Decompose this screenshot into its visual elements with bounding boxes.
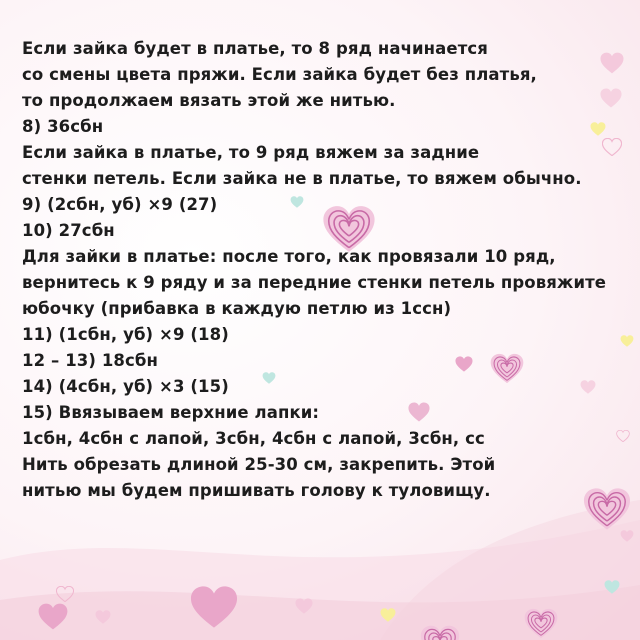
- instruction-line: то продолжаем вязать этой же нитью.: [22, 91, 396, 110]
- instruction-line: 9) (2сбн, уб) ×9 (27): [22, 195, 218, 214]
- instruction-line: Если зайка будет в платье, то 8 ряд начинается: [22, 39, 488, 58]
- instruction-line: 11) (1сбн, уб) ×9 (18): [22, 325, 229, 344]
- instruction-line: юбочку (прибавка в каждую петлю из 1ссн): [22, 299, 452, 318]
- instruction-line: 8) 36сбн: [22, 117, 104, 136]
- instruction-line: стенки петель. Если зайка не в платье, то вяжем обычно.: [22, 169, 582, 188]
- instruction-line: 15) Ввязываем верхние лапки:: [22, 403, 320, 422]
- instruction-line: Нить обрезать длиной 25-30 см, закрепить. Этой: [22, 455, 496, 474]
- heart-icon: [621, 335, 634, 346]
- instruction-line: Для зайки в платье: после того, как провязали 10 ряд,: [22, 247, 556, 266]
- instruction-line: нитью мы будем пришивать голову к туловищу.: [22, 481, 491, 500]
- instruction-line: 1сбн, 4сбн с лапой, 3сбн, 4сбн с лапой, 3сбн, сс: [22, 429, 485, 448]
- instruction-line: со смены цвета пряжи. Если зайка будет без платья,: [22, 65, 537, 84]
- instruction-line: 14) (4сбн, уб) ×3 (15): [22, 377, 229, 396]
- instruction-line: Если зайка в платье, то 9 ряд вяжем за задние: [22, 143, 480, 162]
- instruction-text: [22, 36, 622, 504]
- instruction-line: 10) 27сбн: [22, 221, 115, 240]
- instruction-line: вернитесь к 9 ряду и за передние стенки петель провяжите: [22, 273, 607, 292]
- instruction-line: 12 – 13) 18сбн: [22, 351, 159, 370]
